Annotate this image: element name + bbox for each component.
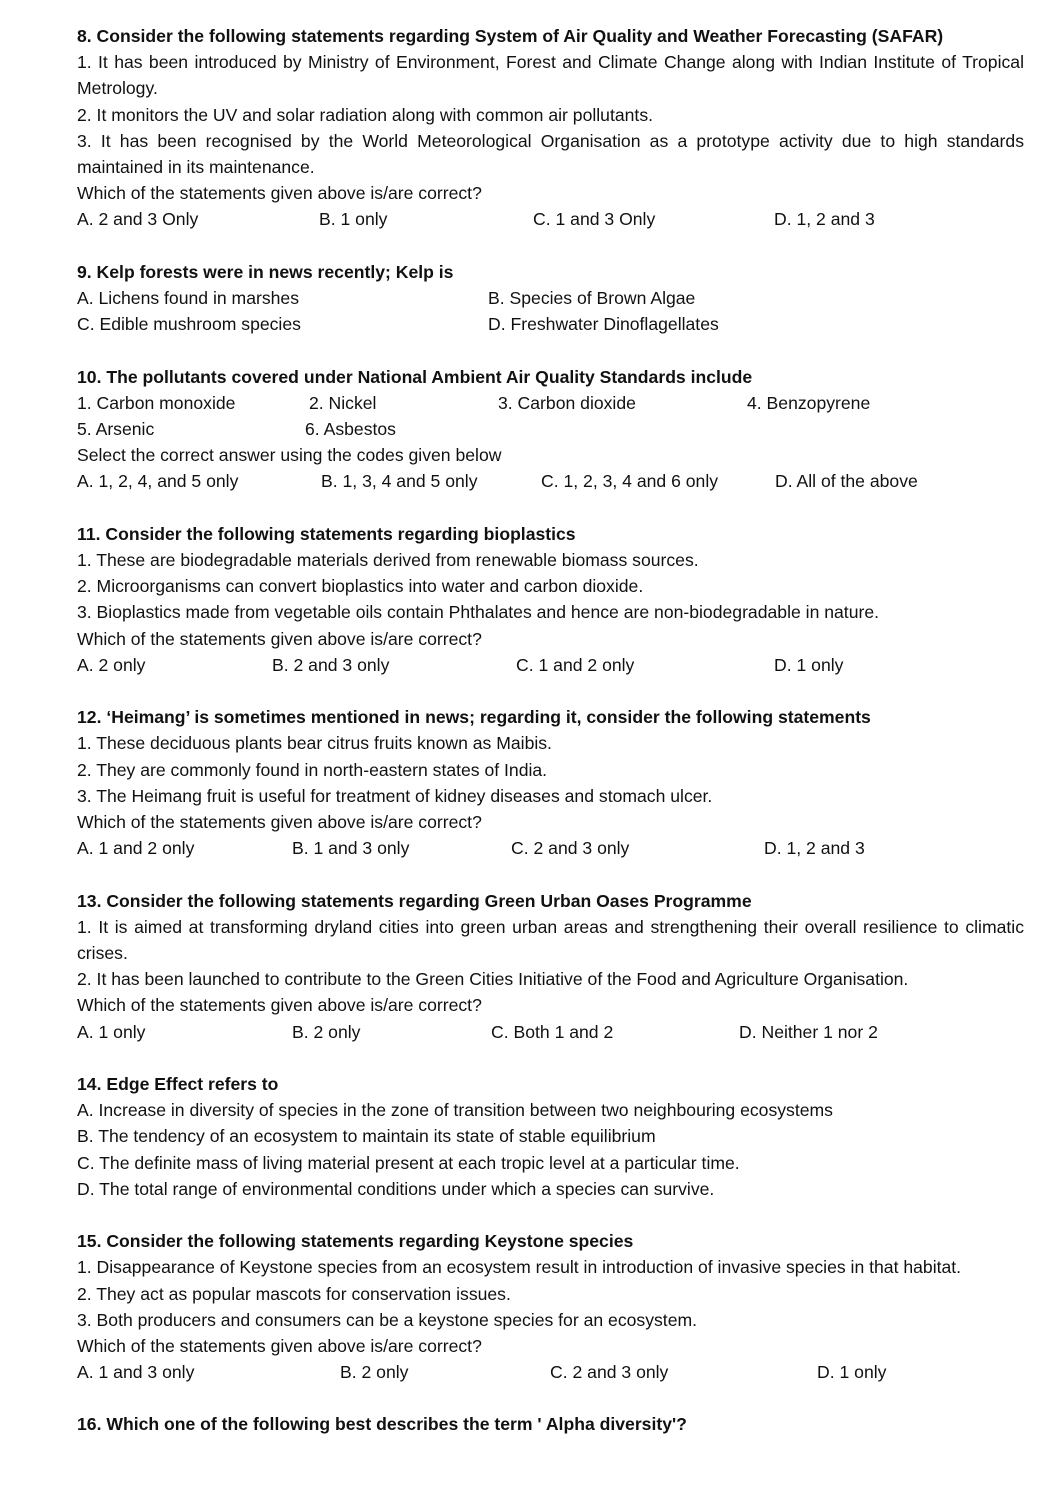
option-d: D. All of the above [775,471,918,492]
option-d: D. Neither 1 nor 2 [739,1021,878,1042]
statement: 2. It has been launched to contribute to the Green Cities Initiative of the Food and Agriculture Organisation. [77,969,909,990]
statement: 2. They act as popular mascots for conservation issues. [77,1283,511,1304]
statement: 3. The Heimang fruit is useful for treatment of kidney diseases and stomach ulcer. [77,785,713,806]
statement: 1. These are biodegradable materials derived from renewable biomass sources. [77,549,699,570]
question-title: 13. Consider the following statements regarding Green Urban Oases Programme [77,890,752,911]
items-row [77,390,1024,416]
question-title: 9. Kelp forests were in news recently; Kelp is [77,261,454,282]
item: 5. Arsenic [77,418,155,439]
question-title: 10. The pollutants covered under National Ambient Air Quality Standards include [77,366,753,387]
options-row [77,468,1024,494]
option-b: B. 1, 3, 4 and 5 only [321,471,478,492]
option-b: B. 1 only [319,209,388,230]
statement: 2. It monitors the UV and solar radiation along with common air pollutants. [77,104,653,125]
statement: 1. It has been introduced by Ministry of Environment, Forest and Climate Change along with Indian Institute of Tropical Metrology. [77,52,1024,99]
options-row [77,206,1024,232]
option-d: D. 1 only [774,654,844,675]
statement: 1. Disappearance of Keystone species from an ecosystem result in introduction of invasive species in that habitat. [77,1257,962,1278]
item: 2. Nickel [309,392,377,413]
question-title: 14. Edge Effect refers to [77,1073,279,1094]
option-b: B. The tendency of an ecosystem to maintain its state of stable equilibrium [77,1126,656,1147]
question-8 [77,23,1024,233]
option-a: A. Lichens found in marshes [77,288,300,308]
question-title: 12. ‘Heimang’ is sometimes mentioned in news; regarding it, consider the following statements [77,707,871,728]
question-9 [77,259,1024,338]
option-c: C. Both 1 and 2 [491,1021,614,1042]
option-b: B. 2 and 3 only [272,654,390,675]
option-d: D. 1, 2 and 3 [764,838,865,859]
statement: 3. It has been recognised by the World Meteorological Organisation as a prototype activity due to high standards maintained in its maintenance. [77,130,1024,178]
items-row [77,416,1024,442]
options-row [77,311,1024,337]
question-13 [77,888,1024,1045]
question-sheet [77,23,1024,1464]
item: 6. Asbestos [305,418,396,439]
options-row [77,652,1024,678]
option-a: A. 2 only [77,654,146,675]
question-title: 11. Consider the following statements regarding bioplastics [77,523,576,544]
question-prompt: Which of the statements given above is/are correct? [77,628,482,649]
question-title: 8. Consider the following statements regarding System of Air Quality and Weather Forecasting (SAFAR) [77,26,944,46]
option-c: C. 2 and 3 only [550,1362,669,1383]
statement: 3. Bioplastics made from vegetable oils contain Phthalates and hence are non-biodegradable in nature. [77,602,880,623]
options-row [77,1019,1024,1045]
option-c: C. The definite mass of living material present at each tropic level at a particular time. [77,1152,740,1173]
item: 1. Carbon monoxide [77,392,236,413]
option-b: B. 1 and 3 only [292,838,410,859]
question-prompt: Select the correct answer using the codes given below [77,445,502,466]
option-a: A. 1, 2, 4, and 5 only [77,471,239,492]
option-b: B. Species of Brown Algae [488,288,696,308]
option-a: A. 2 and 3 Only [77,209,199,230]
option-a: A. 1 and 3 only [77,1362,195,1383]
option-a: A. 1 only [77,1021,146,1042]
item: 4. Benzopyrene [747,392,871,413]
option-d: D. 1 only [817,1362,887,1383]
option-b: B. 2 only [340,1362,409,1383]
statement: 2. They are commonly found in north-eastern states of India. [77,759,548,780]
option-d: D. Freshwater Dinoflagellates [488,314,719,335]
option-d: D. The total range of environmental conditions under which a species can survive. [77,1178,715,1199]
question-12 [77,704,1024,861]
option-a: A. 1 and 2 only [77,838,195,859]
question-10 [77,364,1024,495]
question-title: 15. Consider the following statements regarding Keystone species [77,1231,634,1252]
option-b: B. 2 only [292,1021,361,1042]
option-c: C. 1 and 3 Only [533,209,656,230]
option-c: C. 1 and 2 only [516,654,635,675]
question-prompt: Which of the statements given above is/are correct? [77,811,482,832]
question-prompt: Which of the statements given above is/are correct? [77,995,482,1016]
question-title: 16. Which one of the following best describes the term ' Alpha diversity'? [77,1414,687,1435]
question-16 [77,1411,1024,1437]
item: 3. Carbon dioxide [498,392,636,413]
statement: 1. These deciduous plants bear citrus fruits known as Maibis. [77,733,552,754]
statement: 2. Microorganisms can convert bioplastics into water and carbon dioxide. [77,576,644,597]
option-c: C. Edible mushroom species [77,314,301,335]
options-row [77,1359,1024,1385]
options-row [77,285,1024,311]
option-c: C. 2 and 3 only [511,838,630,859]
question-prompt: Which of the statements given above is/are correct? [77,1335,482,1356]
statement: 3. Both producers and consumers can be a keystone species for an ecosystem. [77,1309,698,1330]
option-c: C. 1, 2, 3, 4 and 6 only [541,471,719,492]
option-d: D. 1, 2 and 3 [774,209,875,230]
question-15 [77,1228,1024,1385]
option-a: A. Increase in diversity of species in the zone of transition between two neighbouring ecosystems [77,1100,833,1121]
question-14 [77,1071,1024,1202]
statement: 1. It is aimed at transforming dryland cities into green urban areas and strengthening their overall resilience to climatic crises. [77,916,1024,963]
question-11 [77,521,1024,678]
options-row [77,835,1024,861]
question-prompt: Which of the statements given above is/are correct? [77,183,482,204]
